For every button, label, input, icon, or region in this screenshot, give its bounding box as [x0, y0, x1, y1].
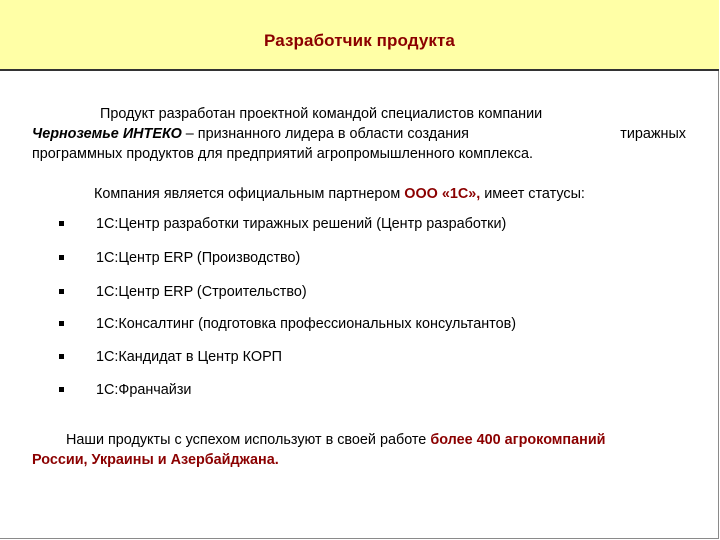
list-item — [56, 214, 676, 234]
header-band — [0, 0, 719, 71]
company-name: Черноземье ИНТЕКО — [32, 126, 182, 142]
list-item — [56, 314, 676, 334]
bullet-icon — [59, 255, 64, 260]
closing-highlight-2: России, Украины и Азербайджана. — [32, 452, 279, 468]
intro-line-2-end: тиражных — [620, 126, 686, 142]
list-item — [56, 380, 676, 400]
status-text: 1С:Центр разработки тиражных решений (Центр разработки) — [96, 216, 507, 232]
status-text: 1С:Центр ERP (Строительство) — [96, 284, 307, 300]
list-item — [56, 282, 676, 302]
partner-statement — [94, 184, 694, 204]
intro-paragraph — [32, 104, 686, 164]
status-text: 1С:Франчайзи — [96, 382, 192, 398]
bullet-icon — [59, 354, 64, 359]
intro-line-3: программных продуктов для предприятий агропромышленного комплекса. — [32, 146, 533, 162]
closing-highlight-1: более 400 агрокомпаний — [430, 432, 606, 448]
intro-line-2-left — [32, 124, 469, 144]
status-text: 1С:Кандидат в Центр КОРП — [96, 349, 283, 365]
list-item — [56, 347, 676, 367]
closing-text: Наши продукты с успехом используют в своей работе — [66, 432, 427, 448]
bullet-icon — [59, 321, 64, 326]
closing-paragraph — [32, 430, 687, 470]
bullet-icon — [59, 289, 64, 294]
intro-line-1: Продукт разработан проектной командой специалистов компании — [100, 106, 543, 122]
list-item — [56, 248, 676, 268]
partner-suffix: имеет статусы: — [484, 186, 585, 202]
page-title: Разработчик продукта — [264, 31, 455, 50]
intro-line-2 — [32, 124, 686, 144]
bullet-icon — [59, 387, 64, 392]
intro-line-2-rest: – признанного лидера в области создания — [185, 126, 469, 142]
partner-name: ООО «1С», — [404, 186, 481, 202]
partner-prefix: Компания является официальным партнером — [94, 186, 401, 202]
status-text: 1С:Центр ERP (Производство) — [96, 250, 301, 266]
closing-line-1 — [32, 430, 687, 450]
status-text: 1С:Консалтинг (подготовка профессиональных консультантов) — [96, 316, 517, 332]
bullet-icon — [59, 221, 64, 226]
